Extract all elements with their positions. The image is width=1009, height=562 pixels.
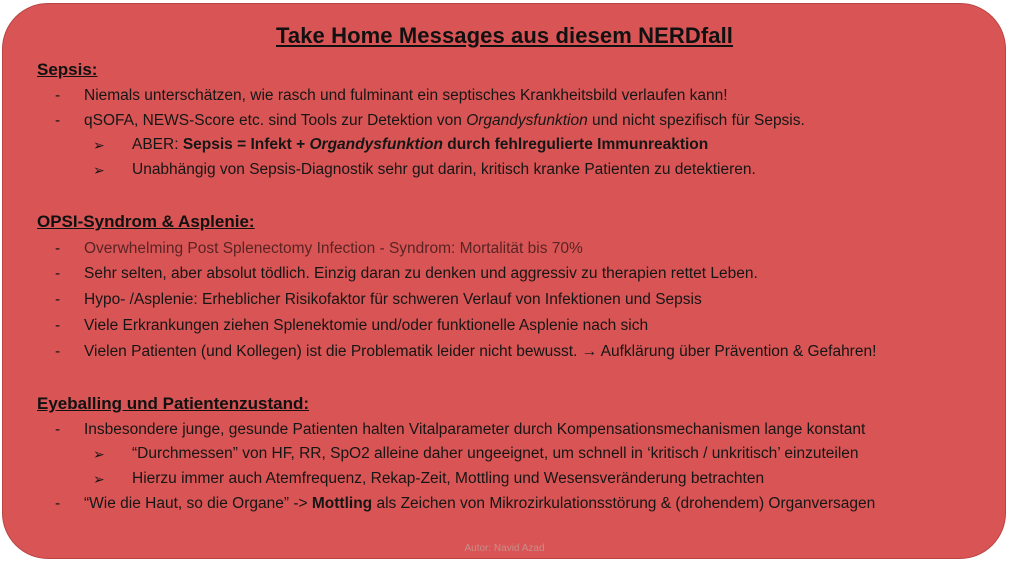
bullet-dash: - <box>55 112 61 129</box>
sub-list-item: “Durchmessen” von HF, RR, SpO2 alleine daher ungeeignet, um schnell in ‘kritisch / unkritisch’ einzuteilen <box>132 445 859 462</box>
bullet-dash: - <box>55 265 61 282</box>
bullet-dash: - <box>55 240 61 257</box>
list-item: qSOFA, NEWS-Score etc. sind Tools zur Detektion von Organdysfunktion und nicht spezifisch für Sepsis. <box>84 112 805 129</box>
sub-list-item: Unabhängig von Sepsis-Diagnostik sehr gut darin, kritisch kranke Patienten zu detektieren. <box>132 161 756 178</box>
bullet-dash: - <box>55 87 61 104</box>
page-title: Take Home Messages aus diesem NERDfall <box>275 23 734 48</box>
arrow-bullet-icon: ➢ <box>93 162 105 178</box>
list-item: Vielen Patienten (und Kollegen) ist die Problematik leider nicht bewusst. → Aufklärung über Prävention & Gefahren! <box>84 343 877 360</box>
list-item: Niemals unterschätzen, wie rasch und fulminant ein septisches Krankheitsbild verlaufen kann! <box>84 87 728 104</box>
list-item: Overwhelming Post Splenectomy Infection - Syndrom: Mortalität bis 70% <box>84 240 583 257</box>
bullet-dash: - <box>55 291 61 308</box>
bullet-dash: - <box>55 343 61 360</box>
arrow-bullet-icon: ➢ <box>93 446 105 462</box>
bullet-dash: - <box>55 317 61 334</box>
list-item: Hypo- /Asplenie: Erheblicher Risikofaktor für schweren Verlauf von Infektionen und Sepsis <box>84 291 702 308</box>
bullet-dash: - <box>55 421 61 438</box>
list-item: “Wie die Haut, so die Organe” -> Mottling als Zeichen von Mikrozirkulationsstörung & (drohendem) Organversagen <box>84 495 876 512</box>
author-credit: Autor: Navid Azad <box>464 543 545 554</box>
bullet-dash: - <box>55 495 61 512</box>
sub-list-item: Hierzu immer auch Atemfrequenz, Rekap-Zeit, Mottling und Wesensveränderung betrachten <box>132 470 765 487</box>
arrow-bullet-icon: ➢ <box>93 137 105 153</box>
sub-list-item: ABER: Sepsis = Infekt + Organdysfunktion durch fehlregulierte Immunreaktion <box>132 136 709 153</box>
list-item: Insbesondere junge, gesunde Patienten halten Vitalparameter durch Kompensationsmechanismen lange konstant <box>84 421 866 438</box>
section-heading-sepsis: Sepsis: <box>37 60 98 79</box>
list-item: Viele Erkrankungen ziehen Splenektomie und/oder funktionelle Asplenie nach sich <box>84 317 649 334</box>
list-item: Sehr selten, aber absolut tödlich. Einzig daran zu denken und aggressiv zu therapien rettet Leben. <box>84 265 758 282</box>
section-heading-eyeballing: Eyeballing und Patientenzustand: <box>37 394 310 413</box>
arrow-bullet-icon: ➢ <box>93 471 105 487</box>
section-heading-opsi: OPSI-Syndrom & Asplenie: <box>37 212 255 231</box>
